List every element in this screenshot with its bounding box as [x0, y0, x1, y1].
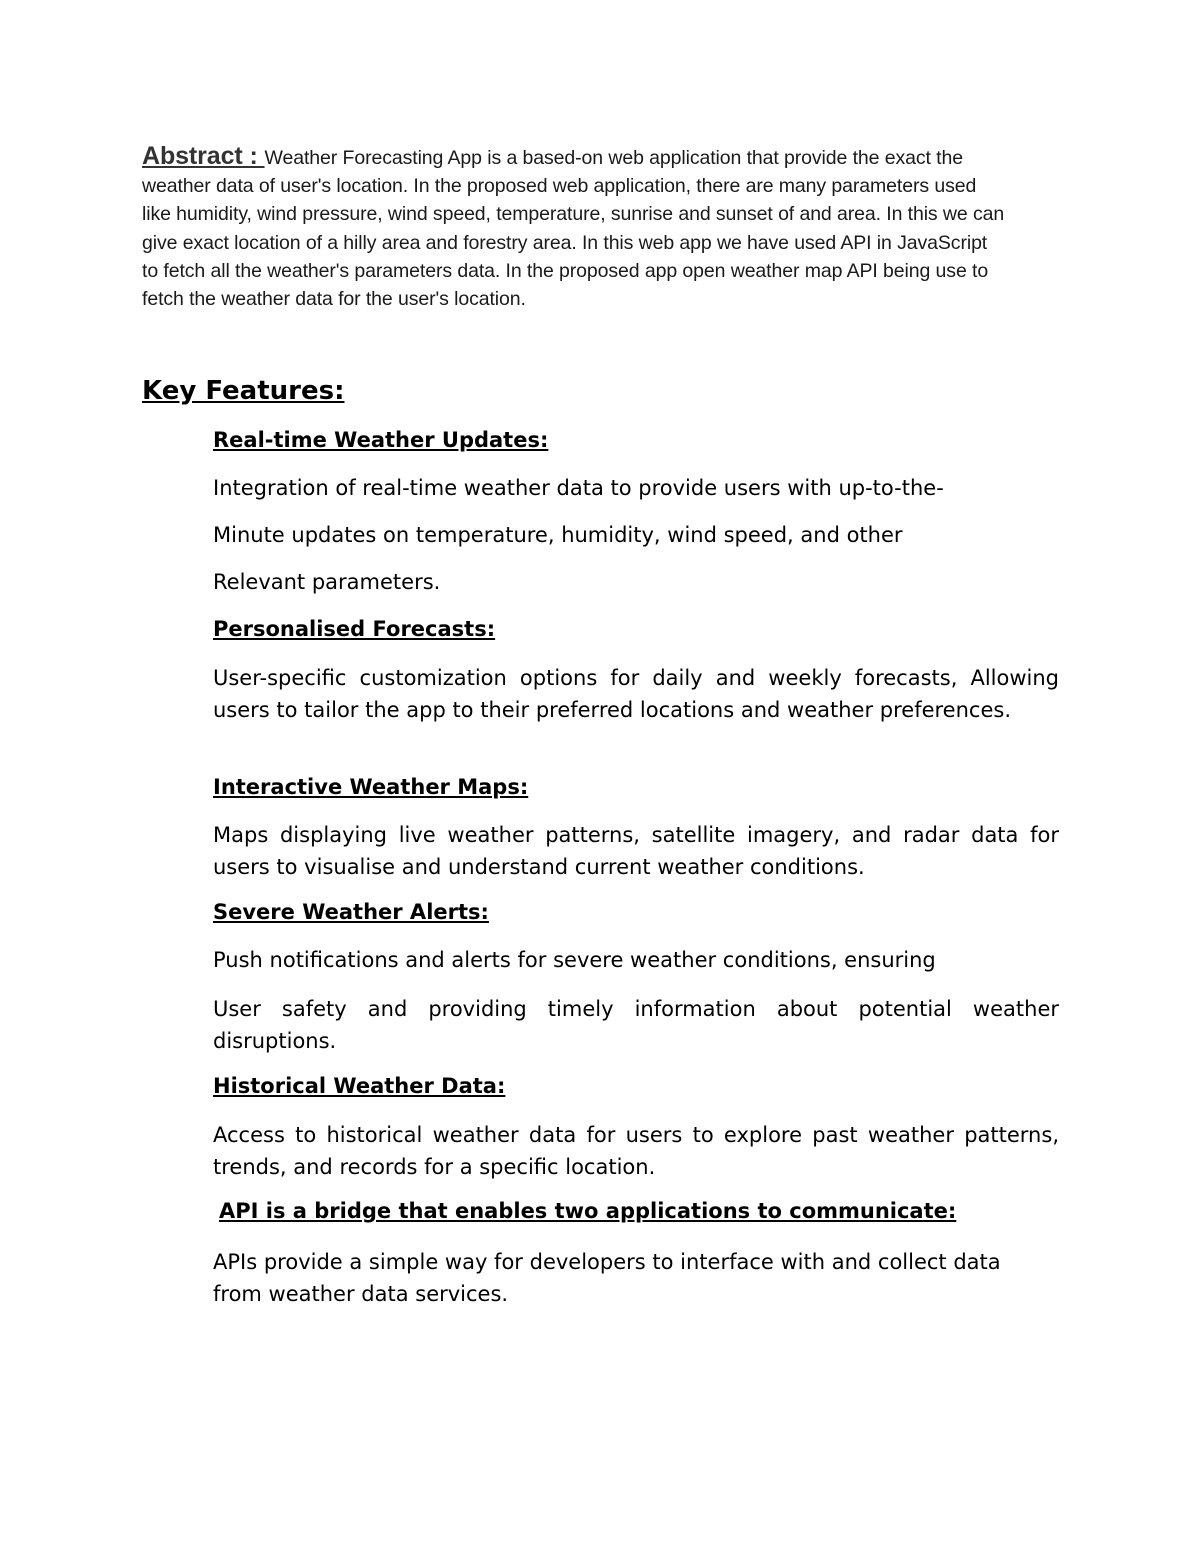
section-paragraph: Maps displaying live weather patterns, satellite imagery, and radar data for users to visualise and understand current weather conditions.	[213, 823, 1059, 879]
section-text-line: Push notifications and alerts for severe weather conditions, ensuring	[213, 948, 936, 972]
abstract-first-line	[142, 142, 1082, 172]
section-paragraph: APIs provide a simple way for developers to interface with and collect data from weather data services.	[213, 1250, 1001, 1306]
abstract-text-line: weather data of user's location. In the proposed web application, there are many parameters used	[142, 175, 977, 198]
section-text-line: Minute updates on temperature, humidity, wind speed, and other	[213, 523, 903, 547]
section-text-line: Integration of real-time weather data to provide users with up-to-the-	[213, 476, 944, 500]
section-paragraph: User safety and providing timely information about potential weather disruptions.	[213, 997, 1059, 1053]
abstract-text-line: like humidity, wind pressure, wind speed, temperature, sunrise and sunset of and area. In this we can	[142, 203, 1005, 226]
section-title-historical-data: Historical Weather Data:	[213, 1074, 506, 1098]
section-title-severe-alerts: Severe Weather Alerts:	[213, 900, 489, 924]
section-title-personalised-forecasts: Personalised Forecasts:	[213, 617, 496, 641]
abstract-text-line: to fetch all the weather's parameters data. In the proposed app open weather map API being use to	[142, 259, 989, 282]
section-text-line: Relevant parameters.	[213, 570, 441, 594]
abstract-paragraph	[142, 142, 1082, 313]
section-paragraph: User-specific customization options for daily and weekly forecasts, Allowing users to tailor the app to their preferred locations and weather preferences.	[213, 666, 1059, 722]
key-features-heading: Key Features:	[142, 376, 345, 406]
section-title-interactive-maps: Interactive Weather Maps:	[213, 775, 529, 799]
abstract-text-line: give exact location of a hilly area and forestry area. In this web app we have used API in JavaScript	[142, 231, 988, 254]
section-title-realtime-updates: Real-time Weather Updates:	[213, 428, 549, 452]
section-title-api-bridge: API is a bridge that enables two applications to communicate:	[219, 1199, 957, 1223]
abstract-text-line: fetch the weather data for the user's location.	[142, 288, 526, 311]
abstract-text-line: Weather Forecasting App is a based-on web application that provide the exact the	[264, 147, 963, 169]
section-paragraph: Access to historical weather data for users to explore past weather patterns, trends, and records for a specific location.	[213, 1123, 1059, 1179]
abstract-label: Abstract :	[142, 142, 265, 170]
